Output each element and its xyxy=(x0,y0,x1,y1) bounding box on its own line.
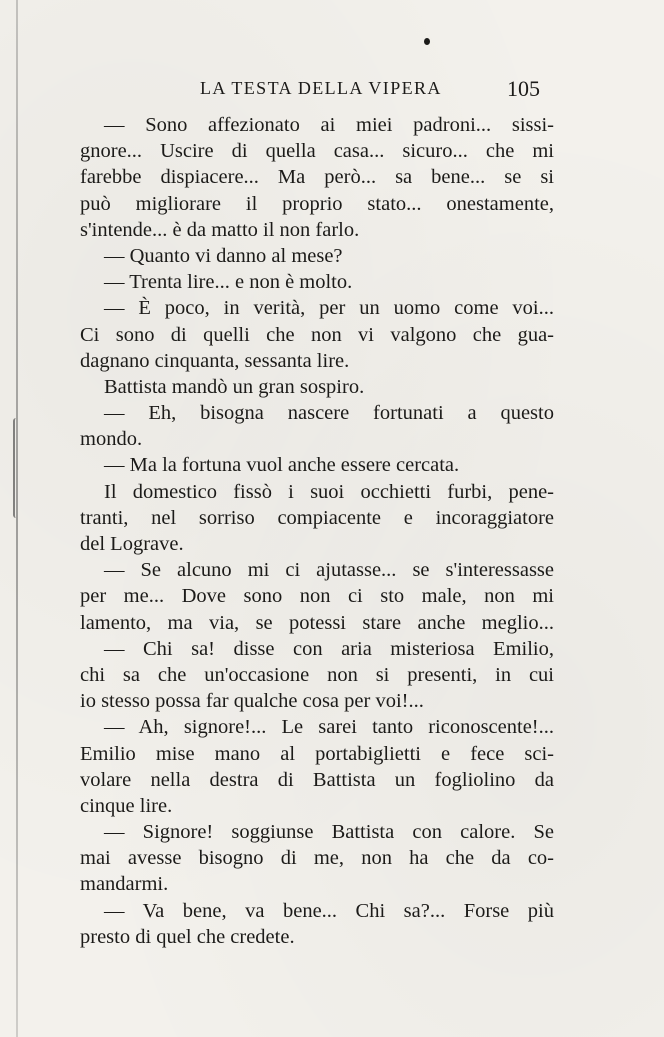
text-line: presto di quel che credete. xyxy=(80,925,295,948)
text-line: mondo. xyxy=(80,428,143,451)
text-line: — Sono affezionato ai miei padroni... sissi- xyxy=(104,114,554,136)
text-line: — Se alcuno mi ci ajutasse... se s'interessasse xyxy=(104,559,554,582)
page-number: 105 xyxy=(507,76,540,101)
text-line: — Ah, signore!... Le sarei tanto riconoscente!... xyxy=(104,716,554,739)
binding-edge xyxy=(16,0,18,1037)
text-line: volare nella destra di Battista un fogliolino da xyxy=(80,768,554,791)
text-line: gnore... Uscire di quella casa... sicuro... che mi xyxy=(80,140,554,163)
ink-spot xyxy=(424,38,430,45)
text-line: — Signore! soggiunse Battista con calore. Se xyxy=(104,821,554,844)
text-line: — Ma la fortuna vuol anche essere cercata. xyxy=(104,454,460,477)
page-header xyxy=(200,76,540,102)
text-line: dagnano cinquanta, sessanta lire. xyxy=(80,349,350,372)
text-line: — Trenta lire... e non è molto. xyxy=(104,271,353,294)
text-line: Il domestico fissò i suoi occhietti furbi, pene- xyxy=(104,480,554,503)
text-line: chi sa che un'occasione non si presenti, in cui xyxy=(80,663,554,686)
text-line: mai avesse bisogno di me, non ha che da co- xyxy=(80,847,554,870)
text-line: — Va bene, va bene... Chi sa?... Forse più xyxy=(104,899,554,922)
running-title: LA TESTA DELLA VIPERA xyxy=(200,78,442,98)
text-line: io stesso possa far qualche cosa per voi!... xyxy=(80,690,424,713)
text-line: — Eh, bisogna nascere fortunati a questo xyxy=(104,402,554,425)
text-line: — È poco, in verità, per un uomo come voi... xyxy=(104,297,554,320)
text-line: Ci sono di quelli che non vi valgono che gua- xyxy=(80,323,554,346)
text-line: può migliorare il proprio stato... onestamente, xyxy=(80,192,554,215)
text-line: lamento, ma via, se potessi stare anche meglio... xyxy=(80,611,554,634)
text-line: Battista mandò un gran sospiro. xyxy=(104,375,365,398)
text-line: del Lograve. xyxy=(80,533,184,555)
text-line: Emilio mise mano al portabiglietti e fece sci- xyxy=(80,742,554,765)
body-text xyxy=(80,112,554,950)
binding-mark xyxy=(13,418,21,518)
text-line: per me... Dove sono non ci sto male, non mi xyxy=(80,585,554,608)
text-line: tranti, nel sorriso compiacente e incoraggiatore xyxy=(80,506,554,529)
text-line: mandarmi. xyxy=(80,873,169,896)
text-line: — Quanto vi danno al mese? xyxy=(104,244,343,267)
text-line: — Chi sa! disse con aria misteriosa Emilio, xyxy=(104,637,554,660)
text-line: s'intende... è da matto il non farlo. xyxy=(80,218,360,241)
text-line: farebbe dispiacere... Ma però... sa bene... se si xyxy=(80,166,554,189)
text-line: cinque lire. xyxy=(80,794,173,817)
